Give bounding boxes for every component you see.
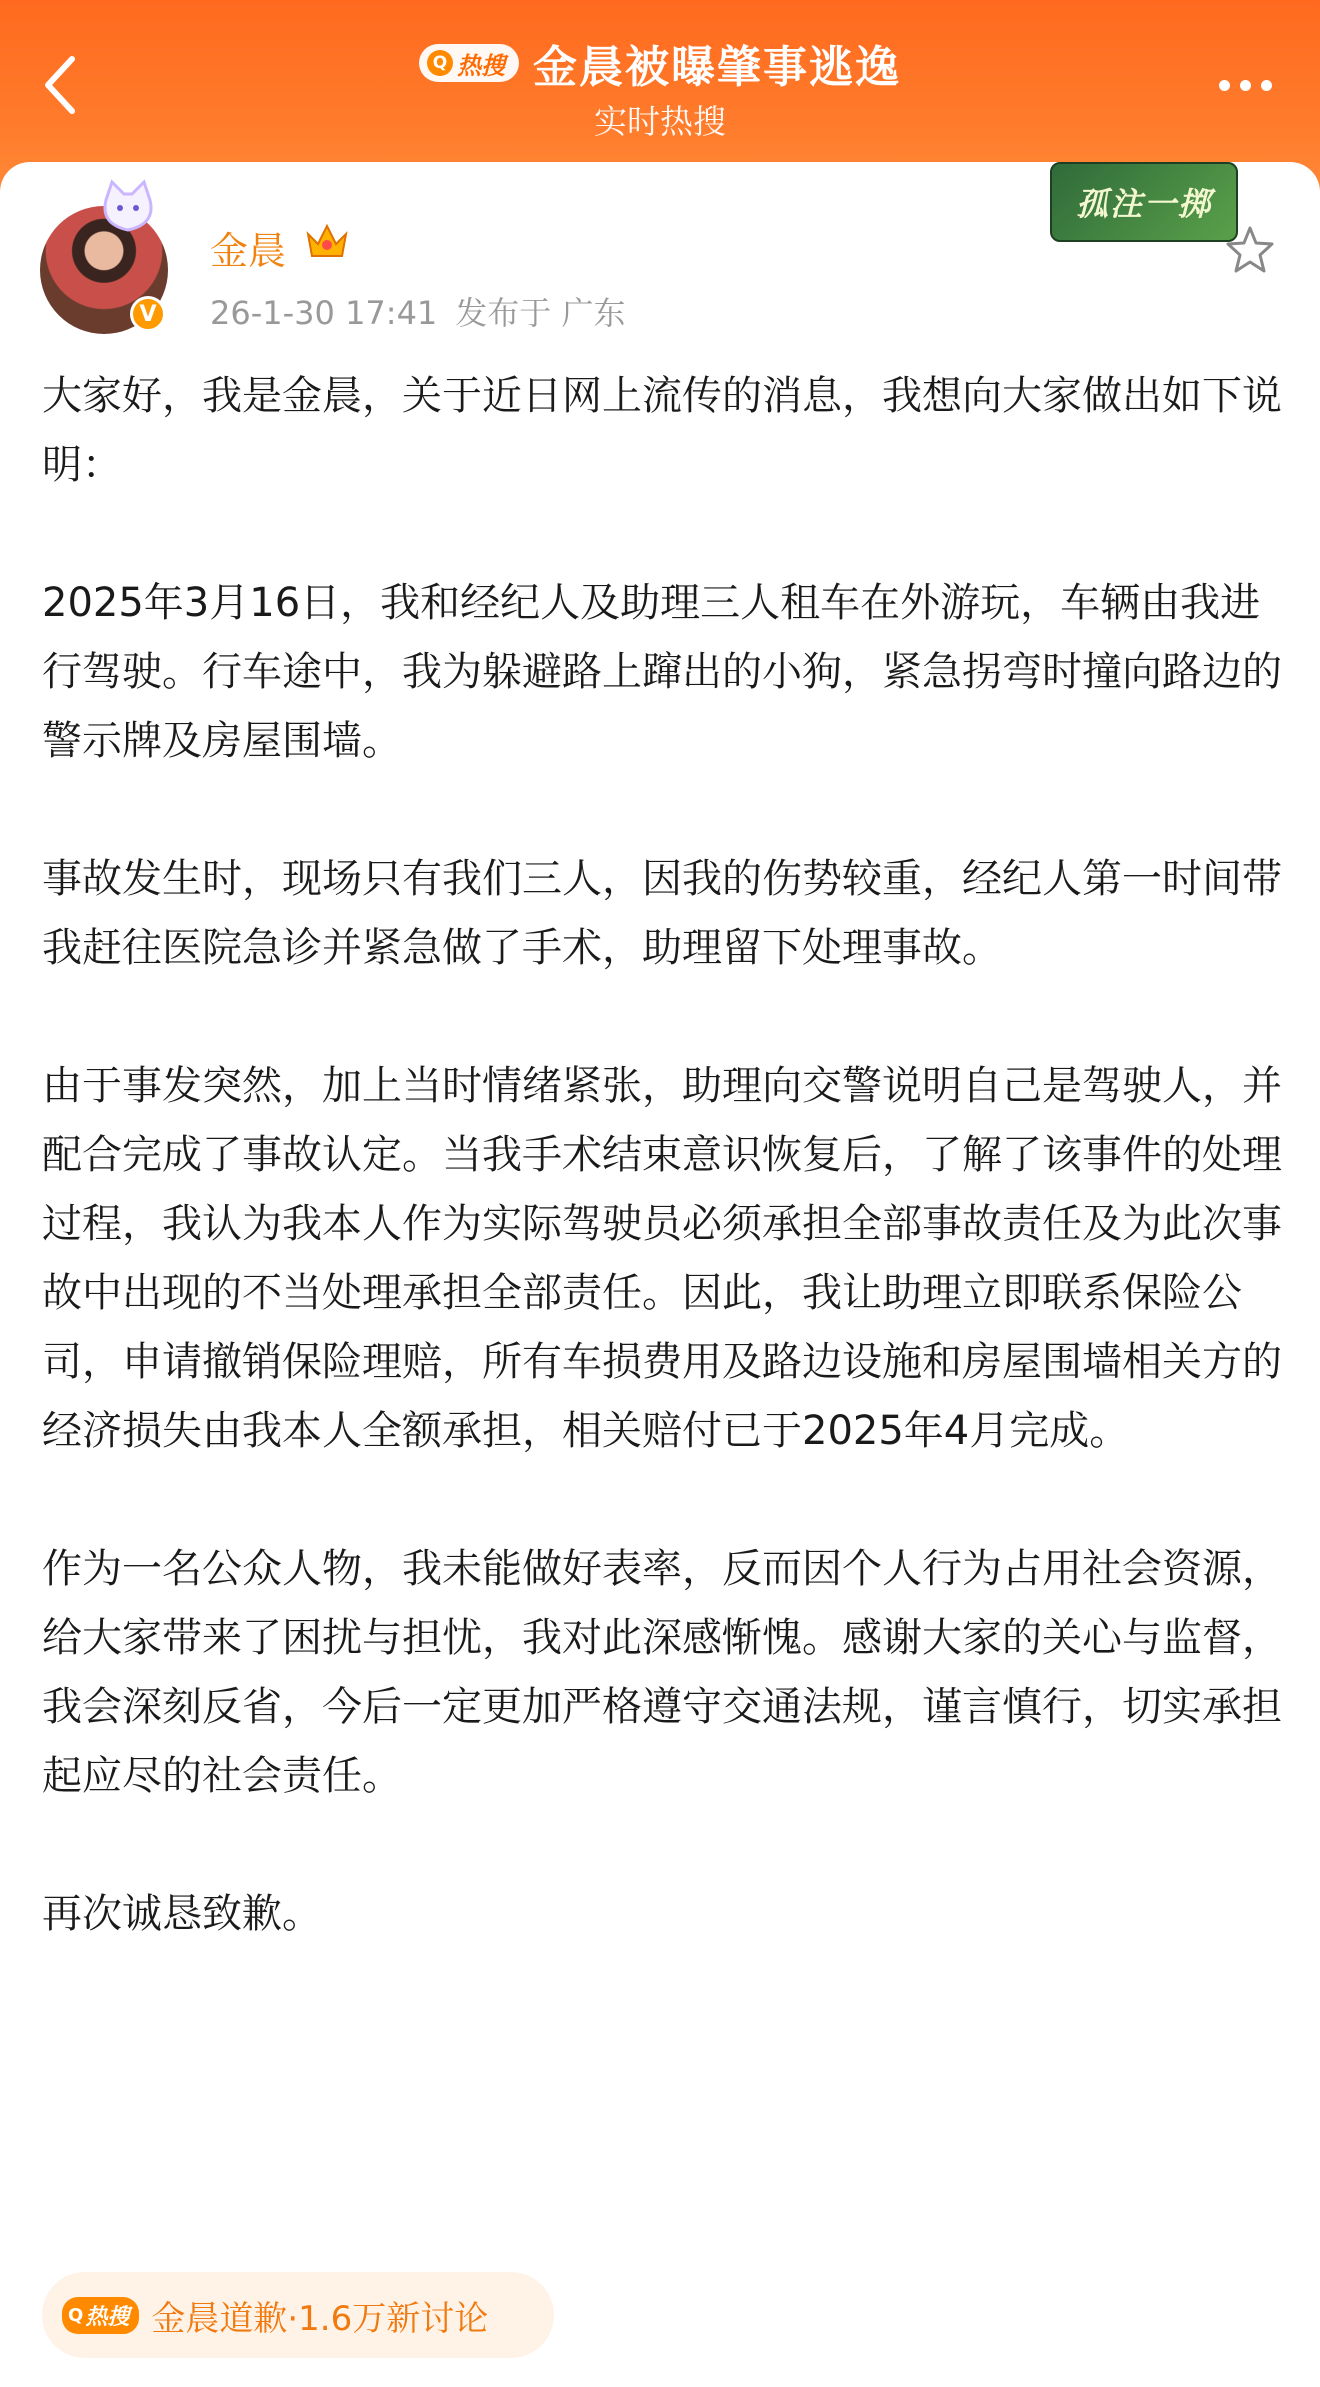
star-icon[interactable]	[1224, 224, 1276, 276]
post-location: 发布于 广东	[455, 294, 626, 332]
post-meta	[210, 288, 625, 334]
post-paragraph: 作为一名公众人物，我未能做好表率，反而因个人行为占用社会资源，给大家带来了困扰与担忧，我对此深感惭愧。感谢大家的关心与监督，我会深刻反省，今后一定更加严格遵守交通法规，谨言慎行，切实承担起应尽的社会责任。	[42, 1546, 1282, 1799]
post-paragraph: 事故发生时，现场只有我们三人，因我的伤势较重，经纪人第一时间带我赶往医院急诊并紧急做了手术，助理留下处理事故。	[42, 856, 1282, 971]
hot-search-mini-tag	[62, 2297, 139, 2334]
more-button[interactable]	[1200, 55, 1290, 115]
avatar-pendant-icon	[98, 178, 158, 234]
search-icon: Q	[68, 2304, 84, 2326]
page-subtitle: 实时热搜	[594, 102, 726, 141]
crown-icon	[304, 220, 350, 262]
verified-icon: V	[130, 296, 166, 332]
hot-search-mini-label: 热搜	[85, 2304, 130, 2330]
post-paragraph: 由于事发突然，加上当时情绪紧张，助理向交警说明自己是驾驶人，并配合完成了事故认定。当我手术结束意识恢复后，了解了该事件的处理过程，我认为我本人作为实际驾驶员必须承担全部事故责任及为此次事故中出现的不当处理承担全部责任。因此，我让助理立即联系保险公司，申请撤销保险理赔，所有车损费用及路边设施和房屋围墙相关方的经济损失由我本人全额承担，相关赔付已于2025年4月完成。	[42, 1063, 1282, 1454]
related-topic-link[interactable]	[42, 2272, 554, 2358]
post-paragraph: 2025年3月16日，我和经纪人及助理三人租车在外游玩，车辆由我进行驾驶。行车途中，我为躲避路上蹿出的小狗，紧急拐弯时撞向路边的警示牌及房屋围墙。	[42, 580, 1282, 764]
post-timestamp: 26-1-30 17:41	[210, 294, 438, 332]
drama-badge-label: 孤注一掷	[1075, 185, 1212, 223]
page-title: 金晨被曝肇事逃逸	[533, 42, 901, 93]
username[interactable]: 金晨	[210, 229, 287, 273]
related-topic-text: 金晨道歉·1.6万新讨论	[151, 2298, 489, 2339]
hot-search-tag-label: 热搜	[457, 51, 505, 80]
drama-badge	[1050, 162, 1238, 242]
post-paragraph: 大家好，我是金晨，关于近日网上流传的消息，我想向大家做出如下说明：	[42, 373, 1282, 488]
search-icon: Q	[427, 50, 453, 76]
title-row	[0, 30, 1320, 96]
hot-search-tag	[419, 44, 519, 82]
post-paragraph: 再次诚恳致歉。	[42, 1891, 322, 1937]
more-icon	[1219, 80, 1230, 91]
post-body	[42, 362, 1282, 1949]
